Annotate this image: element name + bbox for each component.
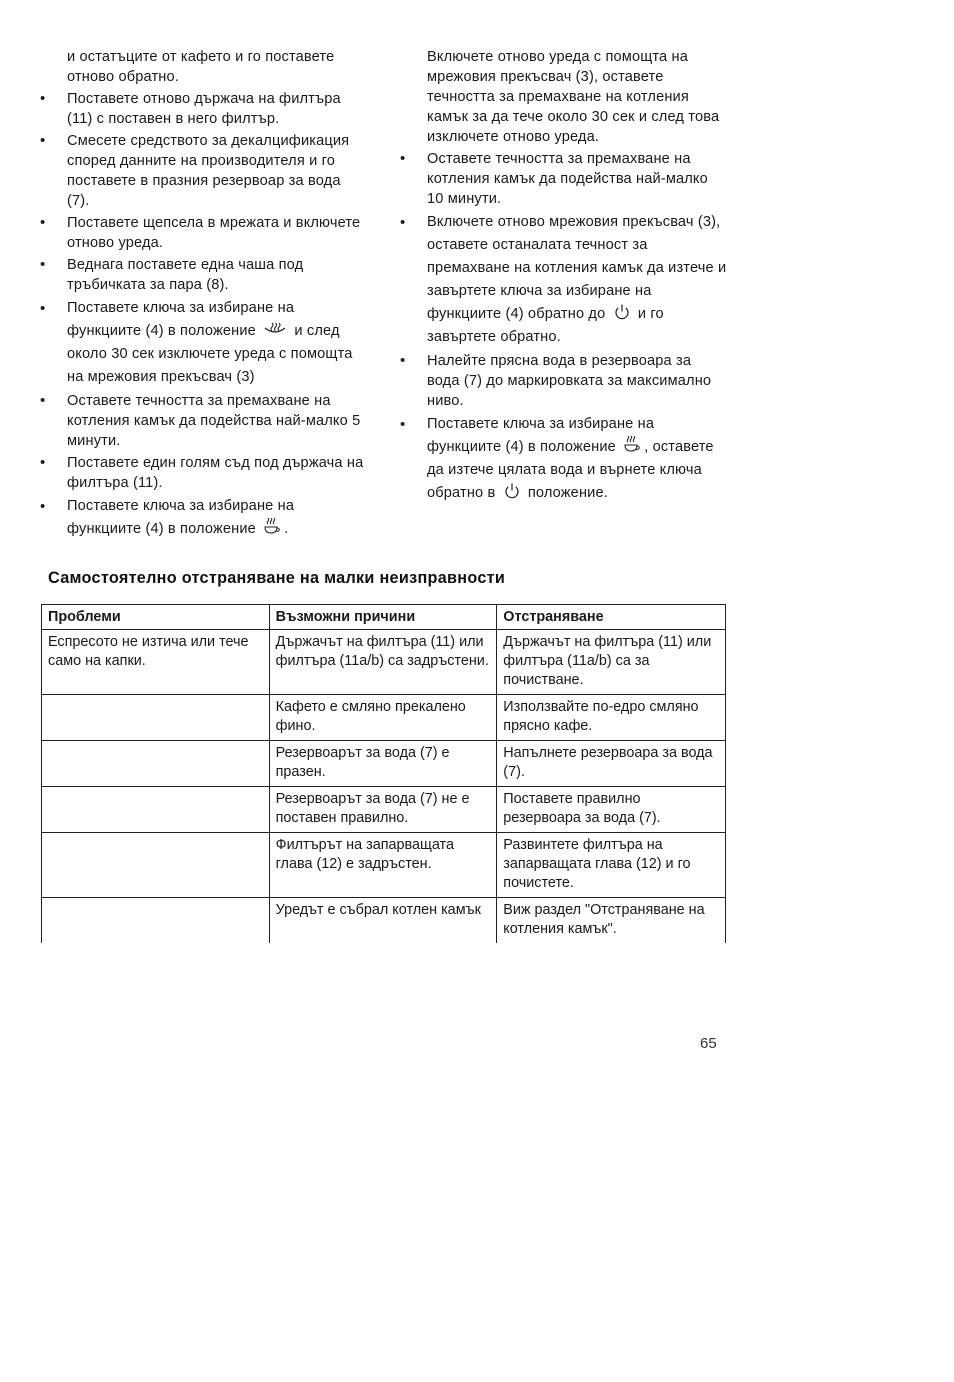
cause-cell: Кафето е смляно прекалено фино.: [269, 695, 497, 741]
section-title: Самостоятелно отстраняване на малки неизправности: [48, 569, 506, 587]
table-row: [42, 741, 726, 787]
left-item-5-text-before: Поставете ключа за избиране на функциите (4) в положение: [67, 300, 295, 339]
problem-cell: [42, 695, 270, 741]
left-item-3: • Поставете щепсела в мрежата и включете отново уреда.: [67, 213, 367, 253]
right-item-1: • Оставете течността за премахване на котления камък да подейства най-малко 10 минути.: [427, 149, 727, 209]
left-item-4: • Веднага поставете една чаша под тръбичката за пара (8).: [67, 255, 367, 295]
page-number: 65: [700, 1035, 717, 1052]
left-item-8-text-before: Поставете ключа за избиране на функциите (4) в положение: [67, 498, 295, 537]
right-item-2-text-after: и го завъртете обратно.: [427, 306, 664, 345]
left-item-5-text-after: и след около 30 сек изключете уреда с помощта на мрежовия прекъсвач (3): [67, 323, 353, 385]
left-item-7: • Поставете един голям съд под държача на филтъра (11).: [67, 453, 367, 493]
left-item-5: [67, 297, 367, 389]
power-icon: [613, 303, 631, 321]
table-row: [42, 787, 726, 833]
remedy-cell: Държачът на филтъра (11) или филтъра (11a/b) са за почистване.: [497, 630, 726, 695]
steam-icon: [263, 322, 287, 338]
cause-cell: Филтърът на запарващата глава (12) е задръстен.: [269, 833, 497, 898]
cause-cell: Резервоарът за вода (7) е празен.: [269, 741, 497, 787]
remedy-cell: Развинтете филтъра на запарващата глава (12) и го почистете.: [497, 833, 726, 898]
right-item-2-text-before: Включете отново мрежовия прекъсвач (3), оставете останалата течност за премахване на котления камък да изтече и завъртете ключа за избиране на функциите (4) обратно до: [427, 214, 727, 322]
cause-cell: Държачът на филтъра (11) или филтъра (11a/b) са задръстени.: [269, 630, 497, 695]
right-item-4-text-after: положение.: [527, 485, 608, 501]
right-item-2: [427, 211, 727, 349]
remedy-cell: Поставете правилно резервоара за вода (7).: [497, 787, 726, 833]
table-row: [42, 695, 726, 741]
power-icon: [503, 482, 521, 500]
right-item-4: [427, 413, 727, 505]
table-row: [42, 630, 726, 695]
left-item-8-text-after: .: [284, 521, 289, 537]
table-header-row: [42, 605, 726, 630]
left-column: [67, 47, 367, 543]
cause-cell: Резервоарът за вода (7) не е поставен правилно.: [269, 787, 497, 833]
right-item-3: • Налейте прясна вода в резервоара за вода (7) до маркировката за максимално ниво.: [427, 351, 727, 411]
right-intro: Включете отново уреда с помощта на мрежовия прекъсвач (3), оставете течността за премахване на котления камък за да тече около 30 сек и след това изключете отново уреда.: [427, 49, 720, 145]
remedy-cell: Използвайте по-едро смляно прясно кафе.: [497, 695, 726, 741]
left-item-2: • Смесете средството за декалцификация според данните на производителя и го поставете в празния резервоар за вода (7).: [67, 131, 367, 211]
cause-cell: Уредът е събрал котлен камък: [269, 898, 497, 944]
header-causes: Възможни причини: [269, 605, 497, 630]
left-item-1: • Поставете отново държача на филтъра (11) с поставен в него филтър.: [67, 89, 367, 129]
header-remedies: Отстраняване: [497, 605, 726, 630]
right-item-4-text-before: Поставете ключа за избиране на функциите (4) в положение: [427, 416, 655, 455]
left-intro: и остатъците от кафето и го поставете отново обратно.: [67, 49, 335, 85]
remedy-cell: Виж раздел "Отстраняване на котления камък".: [497, 898, 726, 944]
left-item-8: [67, 495, 367, 541]
problem-cell: [42, 898, 270, 944]
left-item-6: • Оставете течността за премахване на котления камък да подейства най-малко 5 минути.: [67, 391, 367, 451]
right-column: [427, 47, 727, 507]
problem-cell: Еспресото не изтича или тече само на капки.: [42, 630, 270, 695]
table-row: [42, 898, 726, 944]
troubleshooting-table: [41, 604, 726, 943]
problem-cell: [42, 741, 270, 787]
remedy-cell: Напълнете резервоара за вода (7).: [497, 741, 726, 787]
hot-water-cup-icon: [263, 518, 281, 536]
table-row: [42, 833, 726, 898]
right-item-4-text-middle: , оставете да изтече цялата вода и върнете ключа обратно в: [427, 439, 714, 501]
problem-cell: [42, 833, 270, 898]
problem-cell: [42, 787, 270, 833]
header-problems: Проблеми: [42, 605, 270, 630]
hot-water-cup-icon: [623, 436, 641, 454]
